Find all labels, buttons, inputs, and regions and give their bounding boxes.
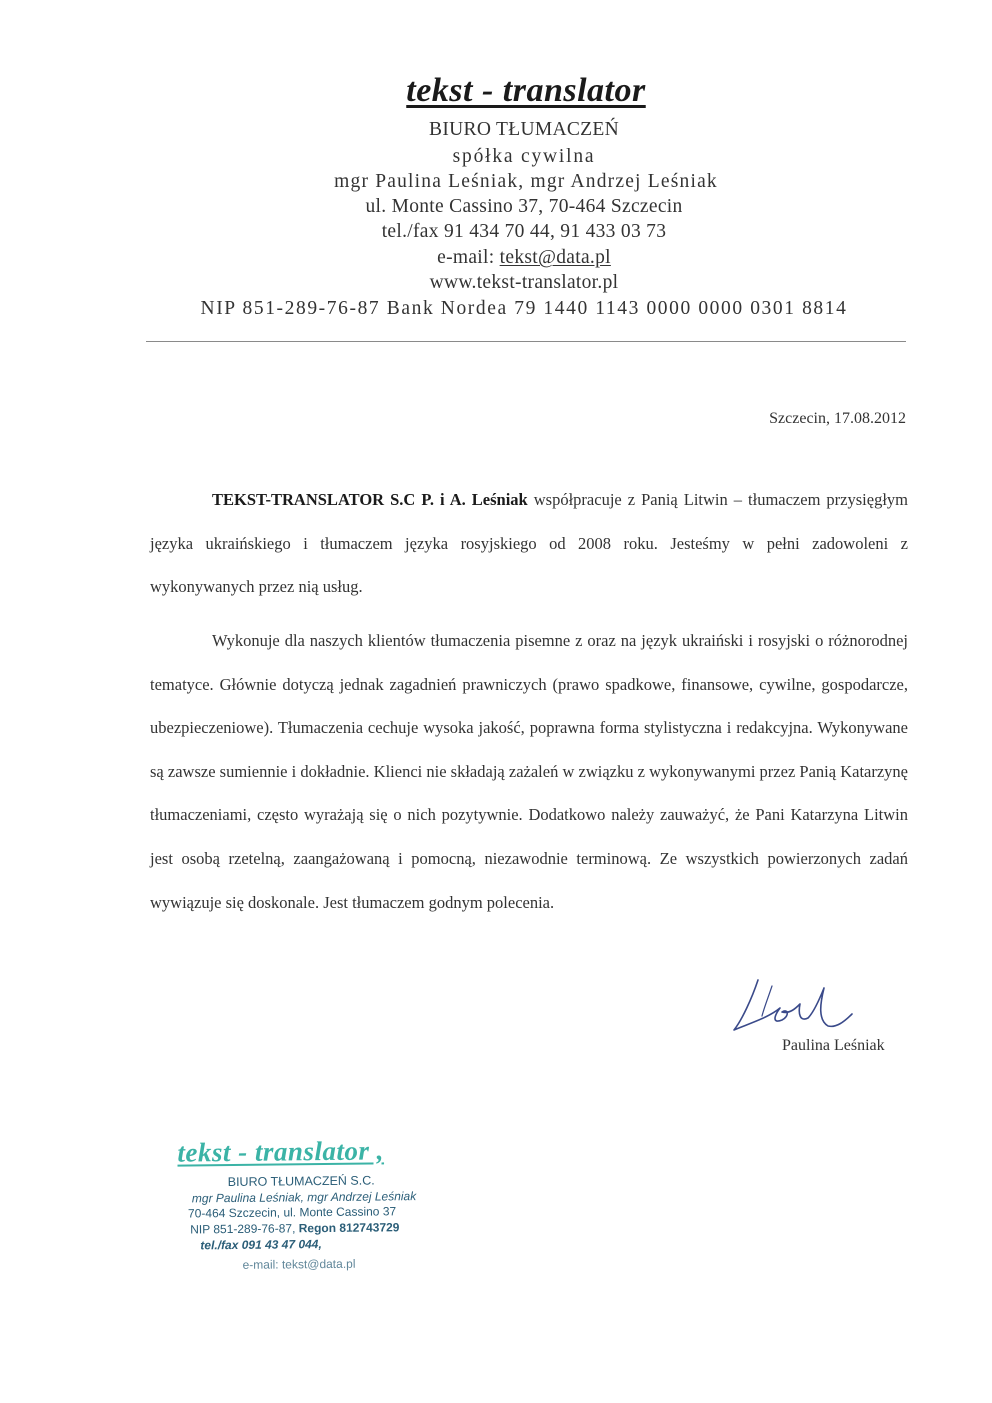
paragraph-1-text: współpracuje z Panią Litwin – tłumaczem przysięgłym języka ukraińskiego i tłumaczem języka rosyjskiego od 2008 roku. Jesteśmy w pełni zadowoleni z wykonywanych przez nią usług. xyxy=(150,490,908,597)
signatory-name: Paulina Leśniak xyxy=(782,1037,885,1054)
stamp-telfax: tel./fax 091 43 47 044, xyxy=(200,1237,322,1253)
stamp-email: e-mail: tekst@data.pl xyxy=(242,1256,356,1272)
letterhead-email xyxy=(28,247,992,269)
letterhead-nip-bank: NIP 851-289-76-87 Bank Nordea 79 1440 1143 0000 0000 0301 8814 xyxy=(200,298,848,319)
handwritten-signature xyxy=(728,968,858,1048)
paragraph-2: Wykonuje dla naszych klientów tłumaczenia pisemne z oraz na język ukraiński i rosyjski o różnorodnej tematyce. Głównie dotyczą jednak zagadnień prawniczych (prawo spadkowe, finansowe, cywilne, gospodarcze, ubezpieczeniowe). Tłumaczenia cechuje wysoka jakość, poprawna forma stylistyczna i redakcyjna. Wykonywane są zawsze sumiennie i dokładnie. Klienci nie składają zażaleń w związku z wykonywanymi przez Panią Katarzynę tłumaczeniami, często wyrażają się o nich pozytywnie. Dodatkowo należy zauważyć, że Pani Katarzyna Litwin jest osobą rzetelną, zaangażowaną i pomocną, niezawodnie terminową. Ze wszystkich powierzonych zadań wywiązuje się doskonale. Jest tłumaczem godnym polecenia. xyxy=(150,631,908,912)
stamp-regon: Regon 812743729 xyxy=(298,1220,400,1236)
stamp-brand: tekst - translator , xyxy=(177,1135,385,1168)
stamp-names: mgr Paulina Leśniak, mgr Andrzej Leśniak xyxy=(191,1189,417,1206)
company-stamp xyxy=(177,1134,479,1287)
stamp-office: BIURO TŁUMACZEŃ S.C. xyxy=(227,1173,375,1190)
letterhead-office: BIURO TŁUMACZEŃ xyxy=(429,119,619,140)
stamp-nip: NIP 851-289-76-87, xyxy=(190,1221,299,1237)
paragraph-1 xyxy=(150,478,908,609)
letterhead-brand: tekst - translator xyxy=(406,72,646,109)
stamp-address: 70-464 Szczecin, ul. Monte Cassino 37 xyxy=(187,1204,397,1221)
letterhead-website[interactable]: www.tekst-translator.pl xyxy=(429,272,619,293)
company-name: TEKST-TRANSLATOR S.C P. i A. Leśniak xyxy=(212,490,528,509)
letter-date: Szczecin, 17.08.2012 xyxy=(769,410,906,427)
email-label: e-mail: xyxy=(437,247,500,268)
letterhead-address: ul. Monte Cassino 37, 70-464 Szczecin xyxy=(365,196,683,217)
stamp-nip-regon xyxy=(190,1220,399,1236)
letterhead-divider xyxy=(146,341,906,342)
letterhead-company-type: spółka cywilna xyxy=(452,146,596,167)
letterhead-telfax: tel./fax 91 434 70 44, 91 433 03 73 xyxy=(381,221,667,242)
letterhead-names: mgr Paulina Leśniak, mgr Andrzej Leśniak xyxy=(334,171,718,192)
email-link[interactable]: tekst@data.pl xyxy=(499,247,611,268)
